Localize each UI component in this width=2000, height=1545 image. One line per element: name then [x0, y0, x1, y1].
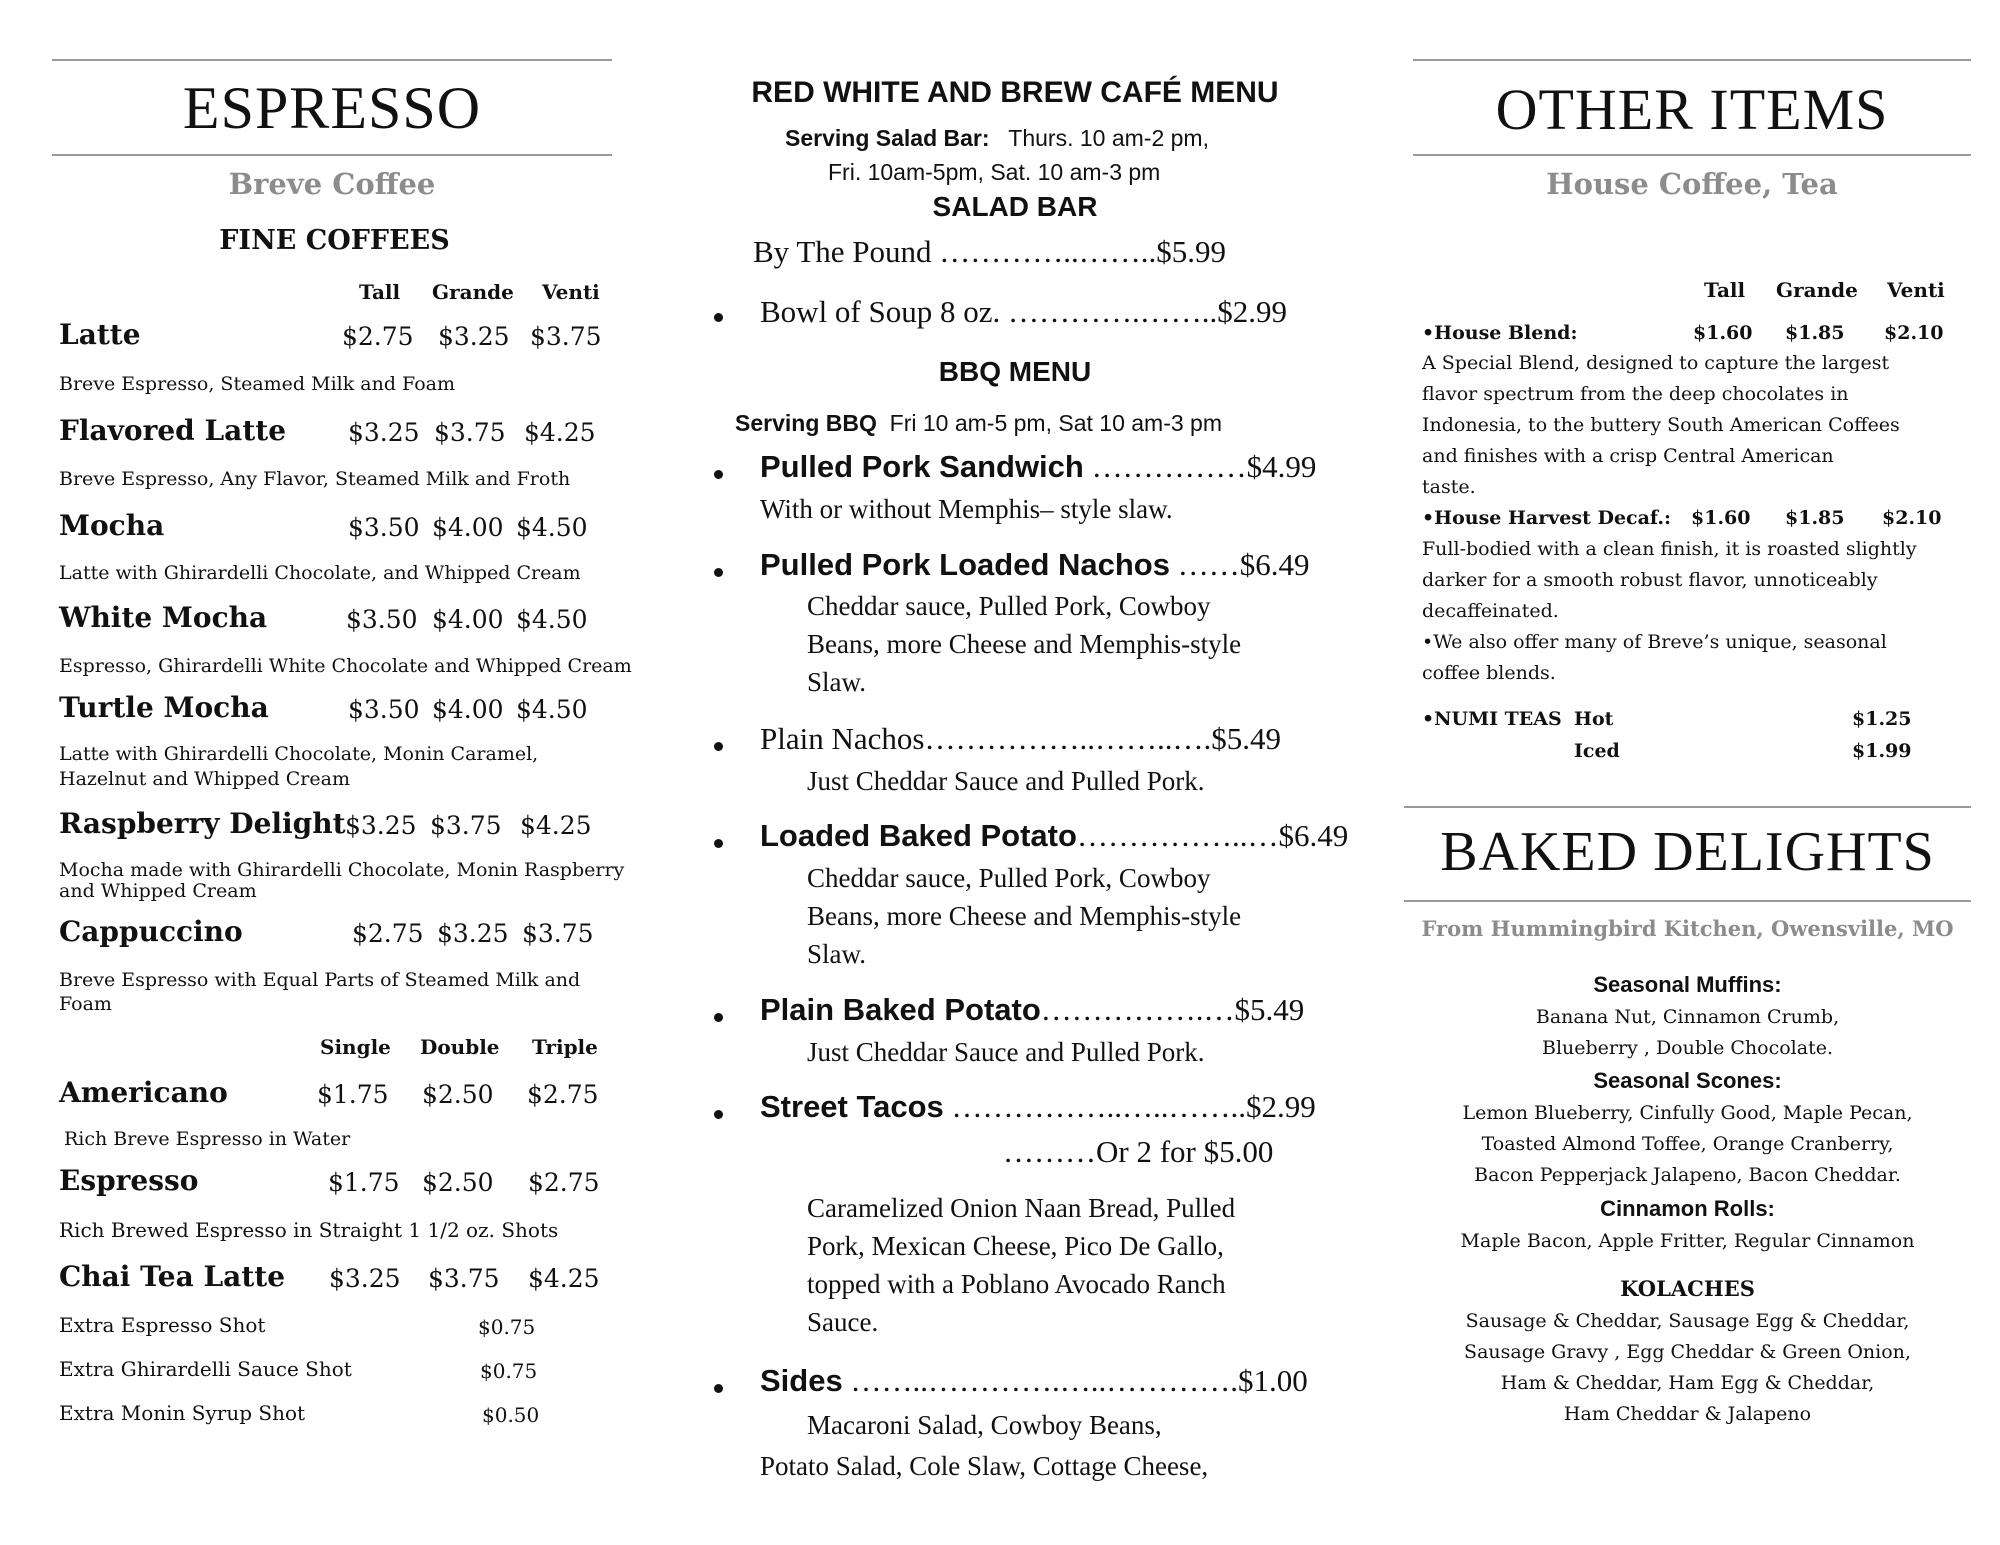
item-name: Loaded Baked Potato — [760, 818, 1077, 853]
price-venti: $3.75 — [522, 919, 594, 948]
price-venti: $2.10 — [1884, 322, 1944, 344]
size-header-grande: Grande — [432, 280, 514, 304]
other-items-subheading: House Coffee, Tea — [1546, 167, 1838, 201]
price-grande: $1.85 — [1785, 507, 1845, 529]
kolaches-line: Sausage & Cheddar, Sausage Egg & Cheddar, — [1465, 1310, 1910, 1332]
price-grande: $4.00 — [432, 605, 504, 634]
kolaches-line: Sausage Gravy , Egg Cheddar & Green Onion, — [1464, 1341, 1911, 1363]
bullet-icon — [714, 1110, 723, 1119]
bbq-menu-title: BBQ MENU — [938, 356, 1092, 387]
size-header-venti: Venti — [1887, 278, 1945, 302]
price-tall: $1.60 — [1691, 507, 1751, 529]
item-description: Beans, more Cheese and Memphis-style — [807, 901, 1242, 931]
other-items-heading: OTHER ITEMS — [1495, 77, 1889, 142]
item-description: Indonesia, to the buttery South American Coffees — [1422, 414, 1900, 436]
item-description: and finishes with a crisp Central American — [1422, 445, 1834, 467]
price-single: $1.75 — [317, 1080, 389, 1109]
price-grande: $1.85 — [1785, 322, 1845, 344]
price-grande: $3.25 — [438, 322, 510, 351]
extra-name: Extra Espresso Shot — [59, 1313, 266, 1337]
item-description: Latte with Ghirardelli Chocolate, and Whipped Cream — [59, 562, 581, 584]
item-description: Sauce. — [807, 1307, 879, 1337]
item-description: decaffeinated. — [1422, 600, 1559, 622]
item-description: Breve Espresso with Equal Parts of Steamed Milk and — [59, 969, 581, 991]
espresso-subheading: Breve Coffee — [228, 167, 436, 201]
bbq-item-line — [760, 547, 1309, 583]
item-description: Macaroni Salad, Cowboy Beans, — [807, 1410, 1162, 1440]
bbq-item-line — [760, 992, 1304, 1028]
item-description: Latte with Ghirardelli Chocolate, Monin Caramel, — [59, 743, 539, 765]
salad-bar-title: SALAD BAR — [932, 191, 1098, 222]
item-description: flavor spectrum from the deep chocolates in — [1422, 383, 1849, 405]
item-price: $6.49 — [1239, 547, 1310, 582]
price-venti: $4.50 — [516, 605, 588, 634]
item-name: Turtle Mocha — [59, 691, 269, 724]
item-dots: …………….… — [1040, 992, 1235, 1027]
bbq-hours — [735, 410, 1222, 437]
item-price: $1.00 — [1237, 1363, 1308, 1398]
item-price: $6.49 — [1278, 818, 1349, 853]
item-description: Slaw. — [807, 667, 866, 697]
price-venti: $4.25 — [520, 811, 592, 840]
muffins-title: Seasonal Muffins: — [1593, 972, 1782, 997]
price-venti: $2.10 — [1882, 507, 1942, 529]
extra-price: $0.50 — [482, 1403, 540, 1427]
item-description: Just Cheddar Sauce and Pulled Pork. — [807, 766, 1205, 796]
item-name: White Mocha — [59, 601, 268, 634]
fine-coffees-title: FINE COFFEES — [219, 225, 450, 256]
item-description: Mocha made with Ghirardelli Chocolate, Monin Raspberry — [59, 859, 625, 881]
kolaches-line: Ham & Cheddar, Ham Egg & Cheddar, — [1500, 1372, 1875, 1394]
baked-delights-heading: BAKED DELIGHTS — [1440, 821, 1935, 883]
item-dots: ……………..……..…. — [924, 721, 1212, 756]
bullet-icon — [714, 839, 723, 848]
salad-hours-1: Thurs. 10 am-2 pm, — [1008, 125, 1209, 151]
price-venti: $3.75 — [530, 322, 602, 351]
tea-iced-price: $1.99 — [1852, 740, 1912, 762]
divider — [1404, 900, 1971, 902]
muffins-line: Blueberry , Double Chocolate. — [1542, 1037, 1833, 1059]
item-price: $2.99 — [1246, 1089, 1316, 1124]
bbq-item-line — [760, 818, 1348, 854]
item-name: •House Harvest Decaf.: — [1422, 507, 1672, 529]
price-single: $1.75 — [328, 1168, 400, 1197]
soup-item: Bowl of Soup 8 oz. ………….……..$2.99 — [760, 294, 1287, 329]
size-header-tall: Tall — [1704, 278, 1746, 302]
price-grande: $3.75 — [430, 811, 502, 840]
scones-title: Seasonal Scones: — [1593, 1068, 1782, 1093]
extra-price: $0.75 — [478, 1315, 536, 1339]
divider — [1413, 59, 1971, 61]
extra-name: Extra Ghirardelli Sauce Shot — [59, 1357, 352, 1381]
item-name: Americano — [59, 1076, 228, 1109]
bullet-icon — [714, 1384, 723, 1393]
item-description: Espresso, Ghirardelli White Chocolate and Whipped Cream — [59, 655, 632, 677]
item-description: taste. — [1422, 476, 1476, 498]
salad-hours-label: Serving Salad Bar: — [785, 125, 990, 151]
item-description: and Whipped Cream — [59, 880, 257, 902]
price-venti: $4.50 — [516, 513, 588, 542]
price-tall: $1.60 — [1693, 322, 1753, 344]
price-tall: $3.50 — [346, 605, 418, 634]
item-name: Chai Tea Latte — [59, 1260, 286, 1293]
price-single: $3.25 — [329, 1264, 401, 1293]
seasonal-note: coffee blends. — [1422, 662, 1556, 684]
item-description: Cheddar sauce, Pulled Pork, Cowboy — [807, 591, 1211, 621]
item-description: A Special Blend, designed to capture the largest — [1422, 352, 1890, 374]
price-grande: $4.00 — [432, 513, 504, 542]
item-price: $5.49 — [1234, 992, 1305, 1027]
bbq-item-line — [760, 1089, 1316, 1125]
price-venti: $4.50 — [516, 695, 588, 724]
item-name: Pulled Pork Sandwich — [760, 449, 1084, 484]
item-description: Rich Breve Espresso in Water — [64, 1128, 351, 1150]
item-description: darker for a smooth robust flavor, unnoticeably — [1422, 569, 1878, 591]
espresso-heading: ESPRESSO — [182, 75, 482, 141]
shot-header-double: Double — [420, 1035, 500, 1059]
item-description: Potato Salad, Cole Slaw, Cottage Cheese, — [760, 1451, 1209, 1481]
price-double: $3.75 — [428, 1264, 500, 1293]
divider — [1413, 154, 1971, 156]
teas-label: •NUMI TEAS — [1422, 708, 1562, 730]
price-tall: $3.50 — [348, 513, 420, 542]
price-double: $2.50 — [422, 1168, 494, 1197]
cinnamon-rolls-title: Cinnamon Rolls: — [1600, 1196, 1775, 1221]
item-description: Just Cheddar Sauce and Pulled Pork. — [807, 1037, 1205, 1067]
item-dots: …………… — [1083, 449, 1247, 484]
bullet-icon — [714, 568, 723, 577]
tea-hot-price: $1.25 — [1852, 708, 1912, 730]
scones-line: Toasted Almond Toffee, Orange Cranberry, — [1481, 1133, 1894, 1155]
price-double: $2.50 — [422, 1080, 494, 1109]
cinnamon-rolls-line: Maple Bacon, Apple Fritter, Regular Cinnamon — [1460, 1230, 1915, 1252]
item-description: Beans, more Cheese and Memphis-style — [807, 629, 1242, 659]
item-name: Sides — [760, 1363, 843, 1398]
scones-line: Bacon Pepperjack Jalapeno, Bacon Cheddar. — [1474, 1164, 1901, 1186]
kolaches-line: Ham Cheddar & Jalapeno — [1563, 1403, 1812, 1425]
item-name: Pulled Pork Loaded Nachos — [760, 547, 1170, 582]
item-price: $4.99 — [1246, 449, 1317, 484]
divider — [52, 59, 612, 61]
bullet-icon — [714, 313, 723, 322]
item-description: Foam — [59, 993, 112, 1015]
bbq-item-line — [760, 1363, 1308, 1399]
shot-header-single: Single — [320, 1035, 391, 1059]
item-name: Flavored Latte — [59, 414, 287, 447]
item-name: Mocha — [59, 509, 165, 542]
salad-hours-2: Fri. 10am-5pm, Sat. 10 am-3 pm — [828, 159, 1161, 185]
bbq-hours-text: Fri 10 am-5 pm, Sat 10 am-3 pm — [889, 410, 1222, 436]
price-tall: $3.25 — [348, 418, 420, 447]
price-triple: $4.25 — [528, 1264, 600, 1293]
price-grande: $4.00 — [432, 695, 504, 724]
price-grande: $3.25 — [437, 919, 509, 948]
item-name: Plain Nachos — [760, 721, 925, 756]
price-triple: $2.75 — [527, 1080, 599, 1109]
item-name: Raspberry Delight — [59, 807, 346, 840]
item-description: Breve Espresso, Steamed Milk and Foam — [59, 373, 455, 395]
scones-line: Lemon Blueberry, Cinfully Good, Maple Pecan, — [1462, 1102, 1913, 1124]
price-tall: $2.75 — [352, 919, 424, 948]
extra-name: Extra Monin Syrup Shot — [59, 1401, 306, 1425]
item-description: topped with a Poblano Avocado Ranch — [807, 1269, 1226, 1299]
item-name: Latte — [59, 318, 141, 351]
item-name: Plain Baked Potato — [760, 992, 1041, 1027]
kolaches-title: KOLACHES — [1620, 1276, 1755, 1301]
item-description: Caramelized Onion Naan Bread, Pulled — [807, 1193, 1236, 1223]
item-dots: ……..………….…..…………. — [842, 1363, 1238, 1398]
item-name: Espresso — [59, 1164, 199, 1197]
bbq-item-line — [760, 721, 1281, 757]
seasonal-note: •We also offer many of Breve’s unique, seasonal — [1422, 631, 1887, 653]
tea-iced: Iced — [1574, 740, 1620, 762]
size-header-tall: Tall — [359, 280, 401, 304]
price-grande: $3.75 — [434, 418, 506, 447]
item-description: Hazelnut and Whipped Cream — [59, 768, 350, 790]
size-header-grande: Grande — [1776, 278, 1858, 302]
tacos-deal: ………Or 2 for $5.00 — [1003, 1134, 1274, 1169]
tea-hot: Hot — [1574, 708, 1614, 730]
item-dots: ……………..…..…….. — [943, 1089, 1247, 1124]
price-tall: $2.75 — [342, 322, 414, 351]
item-name: •House Blend: — [1422, 322, 1578, 344]
price-tall: $3.50 — [348, 695, 420, 724]
bullet-icon — [714, 1013, 723, 1022]
extra-price: $0.75 — [480, 1359, 538, 1383]
price-triple: $2.75 — [528, 1168, 600, 1197]
item-name: Cappuccino — [59, 915, 243, 948]
divider — [52, 154, 612, 156]
bullet-icon — [714, 742, 723, 751]
price-tall: $3.25 — [345, 811, 417, 840]
item-description: Pork, Mexican Cheese, Pico De Gallo, — [807, 1231, 1224, 1261]
baked-delights-subheading: From Hummingbird Kitchen, Owensville, MO — [1421, 916, 1954, 941]
bullet-icon — [714, 470, 723, 479]
item-description: Rich Brewed Espresso in Straight 1 1/2 oz. Shots — [59, 1218, 559, 1242]
item-description: Breve Espresso, Any Flavor, Steamed Milk and Froth — [59, 468, 571, 490]
shot-header-triple: Triple — [532, 1035, 598, 1059]
menu-title: RED WHITE AND BREW CAFÉ MENU — [751, 76, 1279, 109]
salad-by-pound: By The Pound …………..……..$5.99 — [753, 234, 1227, 269]
item-description: Slaw. — [807, 939, 866, 969]
divider — [1404, 806, 1971, 808]
price-venti: $4.25 — [524, 418, 596, 447]
item-description: Full-bodied with a clean finish, it is roasted slightly — [1422, 538, 1917, 560]
size-header-venti: Venti — [542, 280, 600, 304]
bbq-hours-label: Serving BBQ — [735, 410, 877, 436]
salad-hours — [785, 125, 1209, 152]
item-price: $5.49 — [1211, 721, 1281, 756]
bbq-item-line — [760, 449, 1316, 485]
item-description: With or without Memphis– style slaw. — [760, 494, 1173, 524]
muffins-line: Banana Nut, Cinnamon Crumb, — [1535, 1006, 1840, 1028]
item-description: Cheddar sauce, Pulled Pork, Cowboy — [807, 863, 1211, 893]
item-name: Street Tacos — [760, 1089, 944, 1124]
item-dots: …… — [1169, 547, 1240, 582]
item-dots: ……………..… — [1076, 818, 1279, 853]
